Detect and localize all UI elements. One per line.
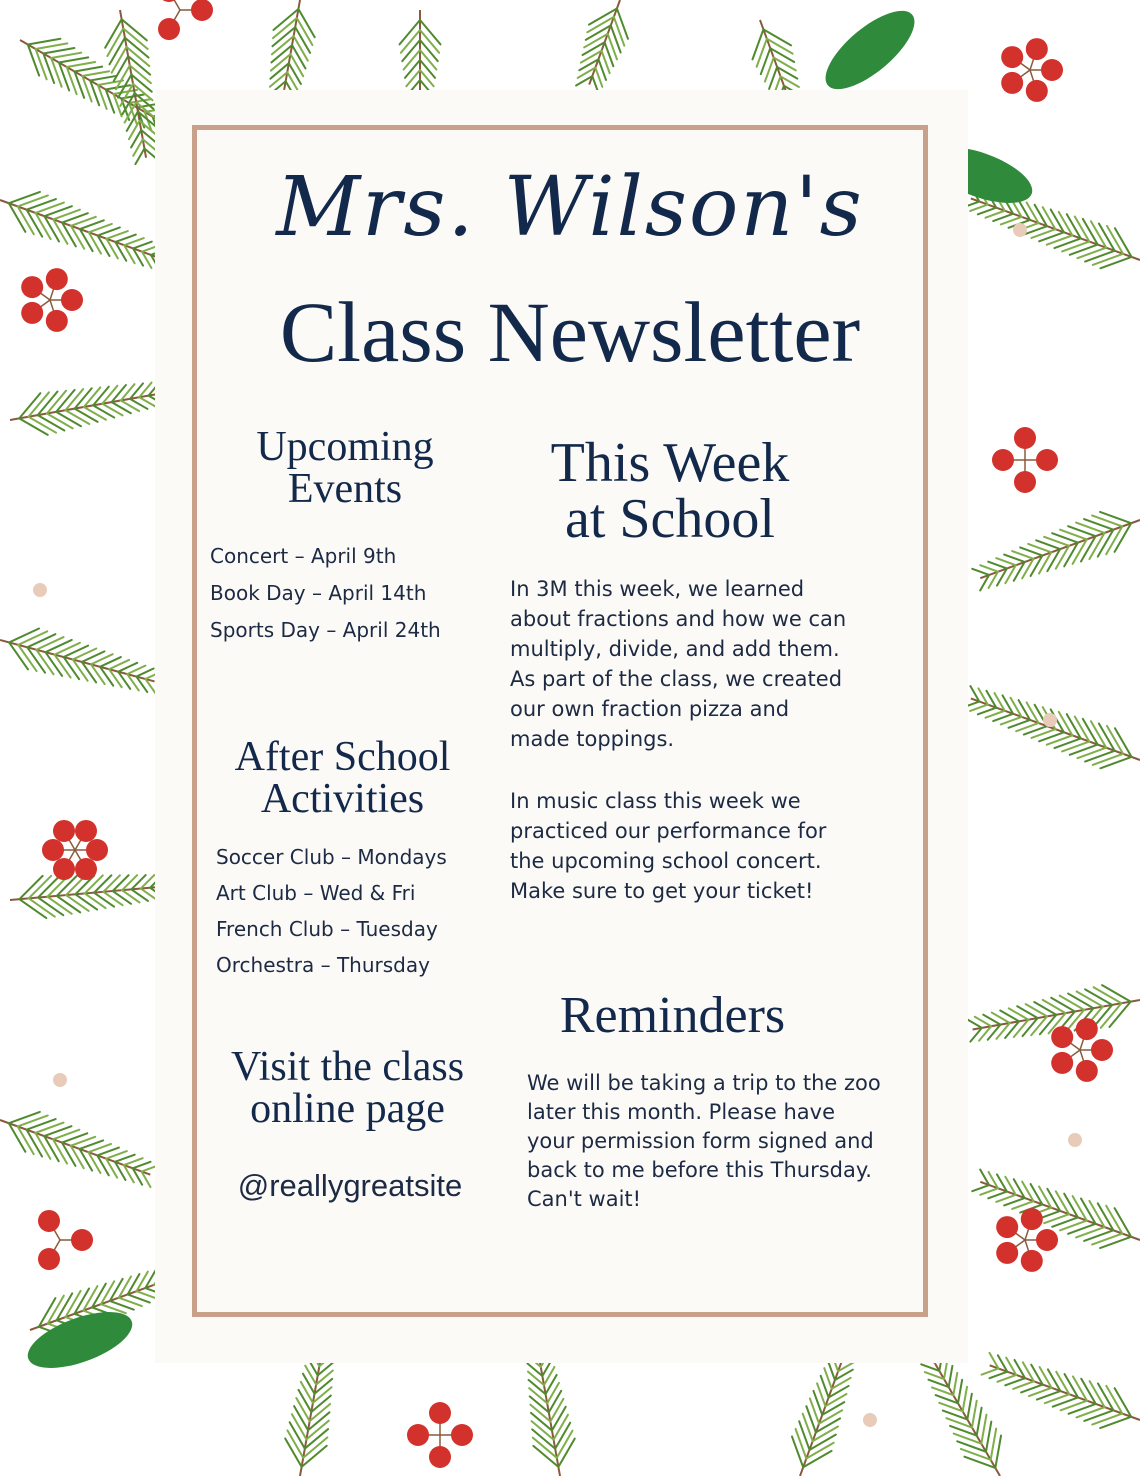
pine-needle-icon [978,208,996,215]
pine-needle-icon [9,628,39,642]
red-berry-icon [158,18,180,40]
red-berry-icon [1021,1250,1043,1272]
pine-needle-icon [105,19,121,48]
pine-needle-icon [1093,254,1123,265]
pine-needle-icon [1013,1381,1034,1389]
upcoming-events-heading: Upcoming Events [256,424,434,512]
pine-needle-icon [133,242,152,249]
red-berry-icon [1041,59,1063,81]
red-berry-icon [1021,1208,1043,1230]
pine-needle-icon [102,404,122,416]
newsletter-title: Class Newsletter [279,284,861,380]
pine-needle-icon [796,1429,807,1459]
pine-needle-icon [38,415,65,430]
pine-needle-icon [420,30,439,53]
pine-needle-icon [972,1185,989,1191]
red-berry-icon [1091,1039,1113,1061]
red-berry-icon [46,268,68,290]
red-berry-icon [1076,1060,1098,1082]
pine-needle-icon [970,705,988,711]
pine-needle-icon [1017,1006,1037,1018]
reminders-text: We will be taking a trip to the zoo later this month. Please have your permission form signed and back to me before this Thursday. Can't wait! [527,1071,881,1211]
pine-needle-icon [75,409,98,422]
upcoming-events-list [210,544,441,655]
confetti-dot-icon [1013,223,1027,237]
pine-needle-icon [949,1366,953,1387]
pine-needle-icon [75,894,97,909]
red-berry-icon [451,1424,473,1446]
pine-needle-icon [1077,248,1106,258]
pine-needle-icon [420,50,436,70]
pine-needle-icon [989,1372,1007,1378]
pine-needle-icon [94,875,111,892]
red-berry-icon [75,820,97,842]
activity-item: Soccer Club – Mondays [216,845,447,869]
pine-needle-icon [115,1155,135,1162]
pine-needle-icon [292,1414,307,1439]
pine-needle-icon [991,1429,997,1460]
pine-needle-icon [18,195,48,206]
pine-needle-icon [47,897,71,914]
red-berry-icon [38,1210,60,1232]
pine-needle-icon [113,875,129,891]
pine-needle-icon [109,38,124,65]
red-berry-icon [21,302,43,324]
pine-needle-icon [107,28,123,56]
pine-needle-icon [28,417,56,433]
pine-needle-icon [1092,1234,1122,1245]
pine-needle-icon [1026,1004,1047,1016]
red-berry-icon [429,1446,451,1468]
confetti-dot-icon [1043,713,1057,727]
pine-needle-icon [115,235,135,242]
pine-needle-icon [1100,1237,1131,1248]
pine-needle-icon [18,1115,48,1126]
pine-needle-icon [970,205,988,211]
website-handle: @reallygreatsite [237,1168,463,1203]
pine-needle-icon [9,192,40,203]
pine-needle-icon [94,893,114,907]
pine-needle-icon [122,875,137,890]
pine-needle-icon [51,53,81,58]
red-berry-icon [1001,46,1023,68]
red-berry-icon [191,0,213,21]
red-berry-icon [1014,427,1036,449]
pine-needle-icon [103,875,120,892]
pine-needle-icon [977,1408,982,1436]
pine-needle-icon [1092,515,1122,526]
pine-needle-icon [401,30,420,53]
pine-needle-icon [297,18,313,45]
pine-needle-icon [289,63,301,84]
red-berry-icon [86,839,108,861]
pine-needle-icon [55,643,80,655]
pine-needle-icon [292,45,305,68]
reminders-heading: Reminders [559,987,786,1044]
pine-needle-icon [56,412,81,426]
pine-needle-icon [953,1373,957,1395]
red-berry-icon [1036,449,1058,471]
after-school-list [216,845,447,989]
pine-needle-icon [986,711,1005,718]
red-berry-icon [71,1229,93,1251]
red-berry-icon [38,1248,60,1270]
event-item: Sports Day – April 24th [210,618,441,642]
pine-needle-icon [993,714,1013,721]
red-berry-icon [75,858,97,880]
red-berry-icon [1051,1026,1073,1048]
pine-needle-icon [769,67,777,89]
pine-needle-icon [114,56,128,81]
pine-needle-icon [986,211,1005,218]
pine-needle-icon [404,50,420,70]
pine-needle-icon [64,646,88,657]
red-berry-icon [61,289,83,311]
pine-needle-icon [290,54,303,76]
pine-needle-icon [405,60,420,78]
pine-needle-icon [294,36,308,61]
pine-needle-icon [557,1431,573,1458]
activity-item: Orchestra – Thursday [216,953,430,977]
pine-needle-icon [824,1368,831,1389]
pine-needle-icon [1085,751,1115,762]
pine-needle-icon [972,569,989,575]
pine-needle-icon [1068,994,1093,1009]
pine-needle-icon [967,1394,972,1420]
pine-needle-icon [988,562,1007,569]
pine-needle-icon [617,8,628,38]
pine-needle-icon [995,1436,1001,1468]
pine-needle-icon [19,418,48,434]
this-week-paragraph-1: In 3M this week, we learned about fractions and how we can multiply, divide, and add them. As part of the class, we created our own fraction pizza and made toppings. [510,577,847,751]
red-berry-icon [407,1424,429,1446]
pine-needle-icon [299,1390,312,1412]
pine-needle-icon [1100,257,1131,268]
pine-needle-icon [980,565,998,571]
pine-needle-icon [113,891,131,904]
pine-needle-icon [131,875,145,889]
pine-needle-icon [1034,1002,1056,1015]
pine-needle-icon [958,1380,962,1403]
pine-needle-icon [420,60,435,78]
event-item: Concert – April 9th [210,544,397,568]
pine-needle-icon [75,67,103,72]
activity-item: French Club – Tuesday [216,917,438,941]
pine-needle-icon [828,1361,835,1380]
red-berry-icon [46,310,68,332]
pine-needle-icon [301,1382,313,1403]
pine-needle-icon [595,68,602,87]
pine-needle-icon [982,1368,999,1374]
pine-needle-icon [124,1158,143,1165]
red-berry-icon [992,449,1014,471]
red-berry-icon [1036,1229,1058,1251]
pine-needle-icon [1051,998,1075,1012]
pine-needle-icon [554,1415,568,1440]
pine-needle-icon [980,1188,998,1194]
pine-needle-icon [1085,251,1115,262]
activity-item: Art Club – Wed & Fri [216,881,416,905]
pine-needle-icon [972,1401,977,1428]
pine-needle-icon [547,1383,559,1403]
red-berry-icon [53,820,75,842]
confetti-dot-icon [53,1073,67,1087]
pine-needle-icon [66,895,89,911]
pine-needle-icon [997,1375,1016,1382]
teacher-name-title: Mrs. Wilson's [276,160,864,255]
red-berry-icon [1026,80,1048,102]
pine-needle-icon [550,1399,563,1422]
red-berry-icon [1001,72,1023,94]
confetti-dot-icon [33,583,47,597]
red-berry-icon [429,1402,451,1424]
pine-needle-icon [103,892,122,905]
red-berry-icon [1014,471,1036,493]
pine-needle-icon [555,1423,570,1449]
pine-needle-icon [295,27,310,53]
pine-needle-icon [981,1415,986,1444]
pine-needle-icon [133,1162,151,1168]
red-berry-icon [42,839,64,861]
red-berry-icon [158,0,180,2]
pine-needle-icon [82,71,109,76]
pine-needle-icon [27,634,55,647]
pine-needle-icon [84,407,106,420]
pine-needle-icon [1043,1000,1066,1013]
pine-needle-icon [978,708,996,715]
pine-needle-icon [1100,1417,1131,1428]
pine-needle-icon [303,1374,315,1394]
pine-needle-icon [28,39,61,45]
pine-needle-icon [85,893,106,908]
green-leaf-icon [814,0,927,102]
pine-needle-icon [1004,555,1024,562]
pine-needle-icon [124,238,144,245]
pine-needle-icon [1004,1198,1024,1205]
after-school-heading: After School Activities [234,734,451,822]
pine-needle-icon [402,40,420,61]
pine-needle-icon [552,1407,566,1431]
pine-needle-icon [792,1436,803,1467]
pine-needle-icon [290,1422,305,1448]
pine-needle-icon [549,1391,561,1413]
pine-needle-icon [296,1398,309,1421]
red-berry-icon [1051,1052,1073,1074]
pine-needle-icon [1094,987,1122,1003]
pine-needle-icon [1060,996,1085,1010]
pine-needle-icon [988,1192,1007,1199]
event-item: Book Day – April 14th [210,581,427,605]
red-berry-icon [53,858,75,880]
pine-needle-icon [420,40,438,61]
pine-needle-icon [1077,748,1106,758]
this-week-heading: This Week at School [550,432,790,550]
pine-needle-icon [996,1195,1016,1202]
pine-needle-icon [1100,757,1131,768]
confetti-dot-icon [1068,1133,1082,1147]
pine-needle-icon [59,57,88,62]
red-berry-icon [996,1216,1018,1238]
pine-needle-icon [45,640,71,652]
pine-needle-icon [986,1422,991,1452]
pine-needle-icon [294,1406,308,1430]
pine-needle-icon [1102,985,1131,1002]
pine-needle-icon [106,1151,127,1159]
visit-heading: Visit the class online page [230,1044,465,1132]
pine-needle-icon [963,1387,967,1412]
this-week-paragraph-2: In music class this week we practiced our performance for the upcoming school concert. Make sure to get your ticket! [510,789,827,903]
red-berry-icon [1026,38,1048,60]
pine-needle-icon [1093,754,1123,765]
pine-needle-icon [65,410,89,424]
red-berry-icon [996,1242,1018,1264]
red-berry-icon [1076,1018,1098,1040]
pine-needle-icon [18,631,47,645]
pine-needle-icon [1077,991,1103,1006]
pine-needle-icon [996,558,1016,565]
pine-needle-icon [614,17,624,46]
pine-needle-icon [9,1112,40,1123]
pine-needle-icon [1085,989,1112,1005]
pine-needle-icon [57,896,80,912]
pine-needle-icon [993,214,1013,221]
pine-needle-icon [47,413,73,428]
red-berry-icon [21,276,43,298]
pine-needle-icon [67,62,95,67]
pine-needle-icon [36,637,63,650]
pine-needle-icon [287,1430,303,1457]
pine-needle-icon [112,47,127,73]
pine-needle-icon [1005,1378,1025,1385]
pine-needle-icon [43,48,74,53]
pine-needle-icon [1092,1414,1122,1425]
pine-needle-icon [93,405,114,417]
pine-needle-icon [90,76,116,81]
pine-needle-icon [36,43,68,49]
pine-needle-icon [1100,512,1131,523]
confetti-dot-icon [863,1413,877,1427]
pine-needle-icon [129,99,151,103]
